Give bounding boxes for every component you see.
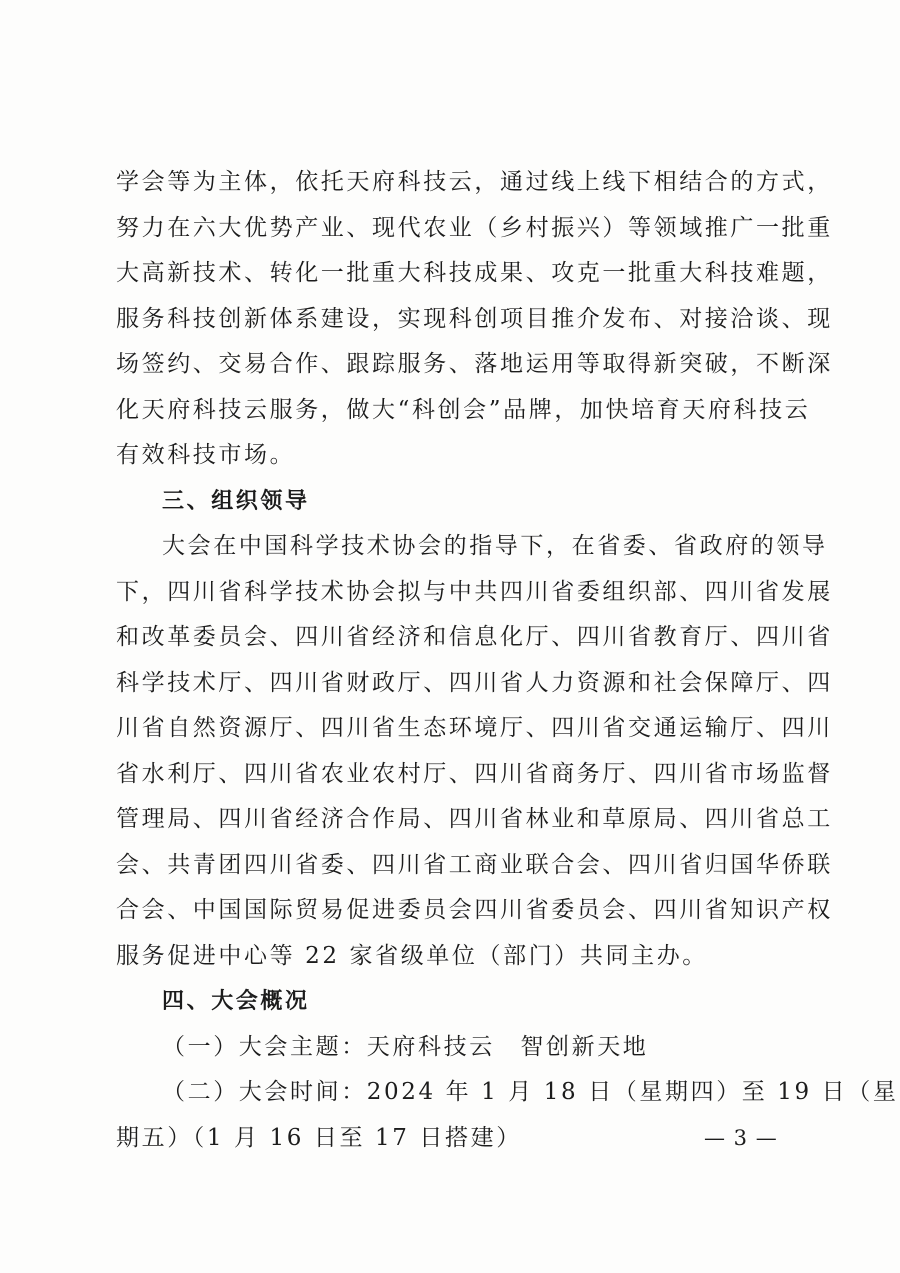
section-heading-overview: 四、大会概况	[162, 989, 310, 1014]
paragraph-line: 省水利厅、四川省农业农村厅、四川省商务厅、四川省市场监督	[116, 760, 833, 787]
paragraph-line: 合会、中国国际贸易促进委员会四川省委员会、四川省知识产权	[116, 897, 833, 923]
overview-item-time	[116, 1070, 899, 1161]
paragraph-line: 服务促进中心等 22 家省级单位（部门）共同主办。	[116, 942, 708, 969]
paragraph-line: 学会等为主体，依托天府科技云，通过线上线下相结合的方式，	[116, 169, 833, 195]
paragraph-line: 服务科技创新体系建设，实现科创项目推介发布、对接洽谈、现	[116, 305, 833, 332]
paragraph-line: 化天府科技云服务，做大“科创会”品牌，加快培育天府科技云	[116, 396, 811, 423]
section-heading-organization: 三、组织领导	[162, 488, 310, 514]
page-number: — 3 —	[704, 1126, 778, 1150]
paragraph-intro	[116, 160, 833, 479]
paragraph-line: （二）大会时间：2024 年 1 月 18 日（星期四）至 19 日（星	[162, 1079, 899, 1105]
document-body	[116, 160, 899, 1161]
paragraph-line: 管理局、四川省经济合作局、四川省林业和草原局、四川省总工	[116, 806, 833, 832]
paragraph-line: 大会在中国科学技术协会的指导下，在省委、省政府的领导	[162, 533, 828, 559]
paragraph-line: 和改革委员会、四川省经济和信息化厅、四川省教育厅、四川省	[116, 624, 833, 650]
paragraph-line: 场签约、交易合作、跟踪服务、落地运用等取得新突破，不断深	[116, 351, 833, 377]
paragraph-line: 有效科技市场。	[116, 442, 296, 468]
paragraph-line: 会、共青团四川省委、四川省工商业联合会、四川省归国华侨联	[116, 851, 833, 878]
overview-item-theme: （一）大会主题：天府科技云 智创新天地	[162, 1033, 649, 1060]
paragraph-line: 川省自然资源厅、四川省生态环境厅、四川省交通运输厅、四川	[116, 715, 833, 741]
paragraph-organization	[116, 524, 833, 979]
paragraph-line: 期五）（1 月 16 日至 17 日搭建）	[116, 1124, 522, 1151]
paragraph-line: 科学技术厅、四川省财政厅、四川省人力资源和社会保障厅、四	[116, 669, 833, 696]
paragraph-line: 大高新技术、转化一批重大科技成果、攻克一批重大科技难题，	[116, 260, 833, 286]
paragraph-line: 下，四川省科学技术协会拟与中共四川省委组织部、四川省发展	[116, 578, 833, 605]
paragraph-line: 努力在六大优势产业、现代农业（乡村振兴）等领域推广一批重	[116, 214, 833, 241]
